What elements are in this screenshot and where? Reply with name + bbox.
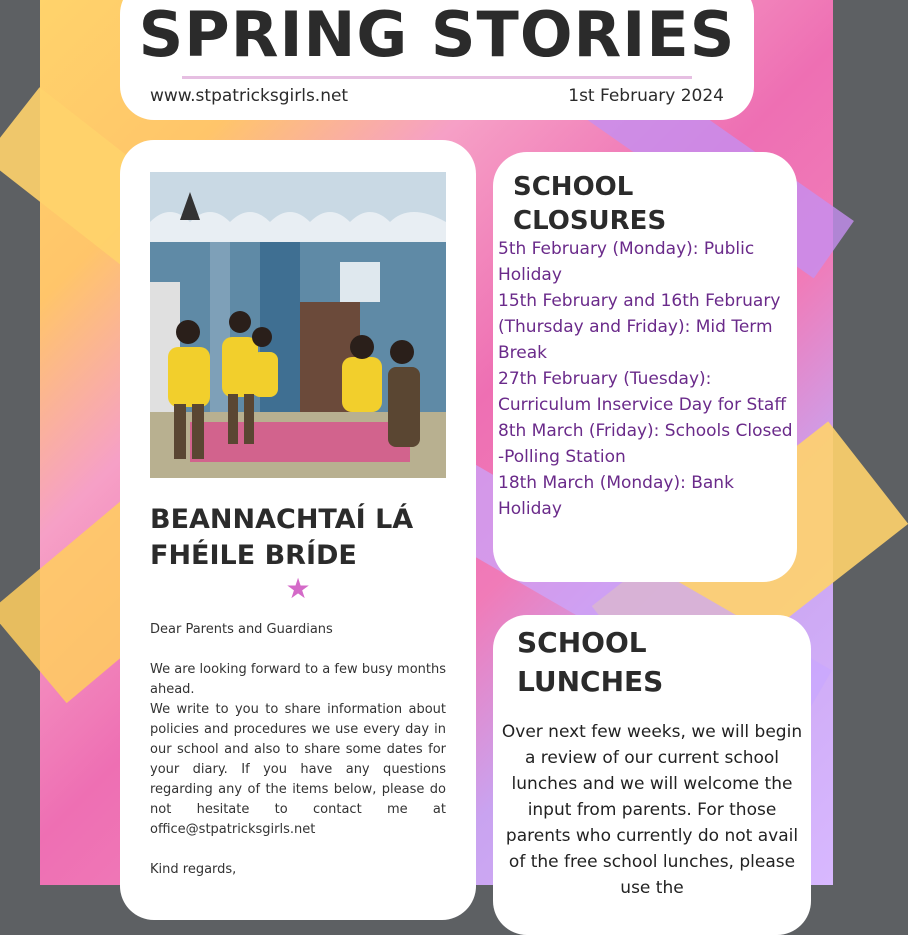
- header-card: [120, 0, 754, 120]
- closures-heading-line1: SCHOOL: [513, 172, 634, 202]
- website-link[interactable]: www.stpatricksgirls.net: [150, 86, 349, 106]
- closure-item: 5th February (Monday): Public Holiday: [498, 239, 755, 285]
- star-icon: ★: [285, 572, 311, 605]
- closure-item: 27th February (Tuesday): Curriculum Inservice Day for Staff: [498, 369, 787, 415]
- closure-item: 15th February and 16th February (Thursday and Friday): Mid Term Break: [498, 291, 781, 363]
- lunches-text: Over next few weeks, we will begin a review of our current school lunches and we will welcome the input from parents. For those parents who currently do not avail of the free school lunches, please use the: [501, 722, 803, 898]
- closures-card: [493, 152, 797, 582]
- greeting-heading: [150, 502, 413, 574]
- letter-card: [120, 140, 476, 920]
- closures-heading-line2: CLOSURES: [513, 206, 667, 236]
- header-divider: [182, 76, 692, 79]
- lunches-heading: [517, 623, 663, 701]
- closures-heading: [513, 170, 666, 238]
- lunches-heading-line2: LUNCHES: [517, 665, 664, 698]
- letter-para-1: We are looking forward to a few busy months ahead.: [150, 662, 446, 697]
- newsletter-page: [40, 0, 833, 898]
- letter-body: [150, 620, 446, 880]
- classroom-photo-illustration: [150, 172, 446, 478]
- lunches-card: [493, 615, 811, 935]
- closure-item: 18th March (Monday): Bank Holiday: [498, 473, 734, 519]
- letter-para-2: We write to you to share information about policies and procedures we use every day in our school and also to share some dates for your diary. If you have any questions regarding any of the items below, please do not hesitate to contact me at office@stpatricksgirls.net: [150, 702, 446, 837]
- issue-date: 1st February 2024: [568, 86, 724, 106]
- classroom-photo-icon: [150, 172, 446, 478]
- letter-signoff: Kind regards,: [150, 862, 237, 877]
- letter-greeting: Dear Parents and Guardians: [150, 622, 333, 637]
- greeting-heading-line1: BEANNACHTAÍ LÁ: [150, 504, 414, 535]
- closures-list: [498, 236, 798, 522]
- lunches-heading-line1: SCHOOL: [517, 626, 647, 659]
- page-title: SPRING STORIES: [138, 0, 736, 71]
- closure-item: 8th March (Friday): Schools Closed -Polling Station: [498, 421, 793, 467]
- greeting-heading-line2: FHÉILE BRÍDE: [150, 540, 357, 571]
